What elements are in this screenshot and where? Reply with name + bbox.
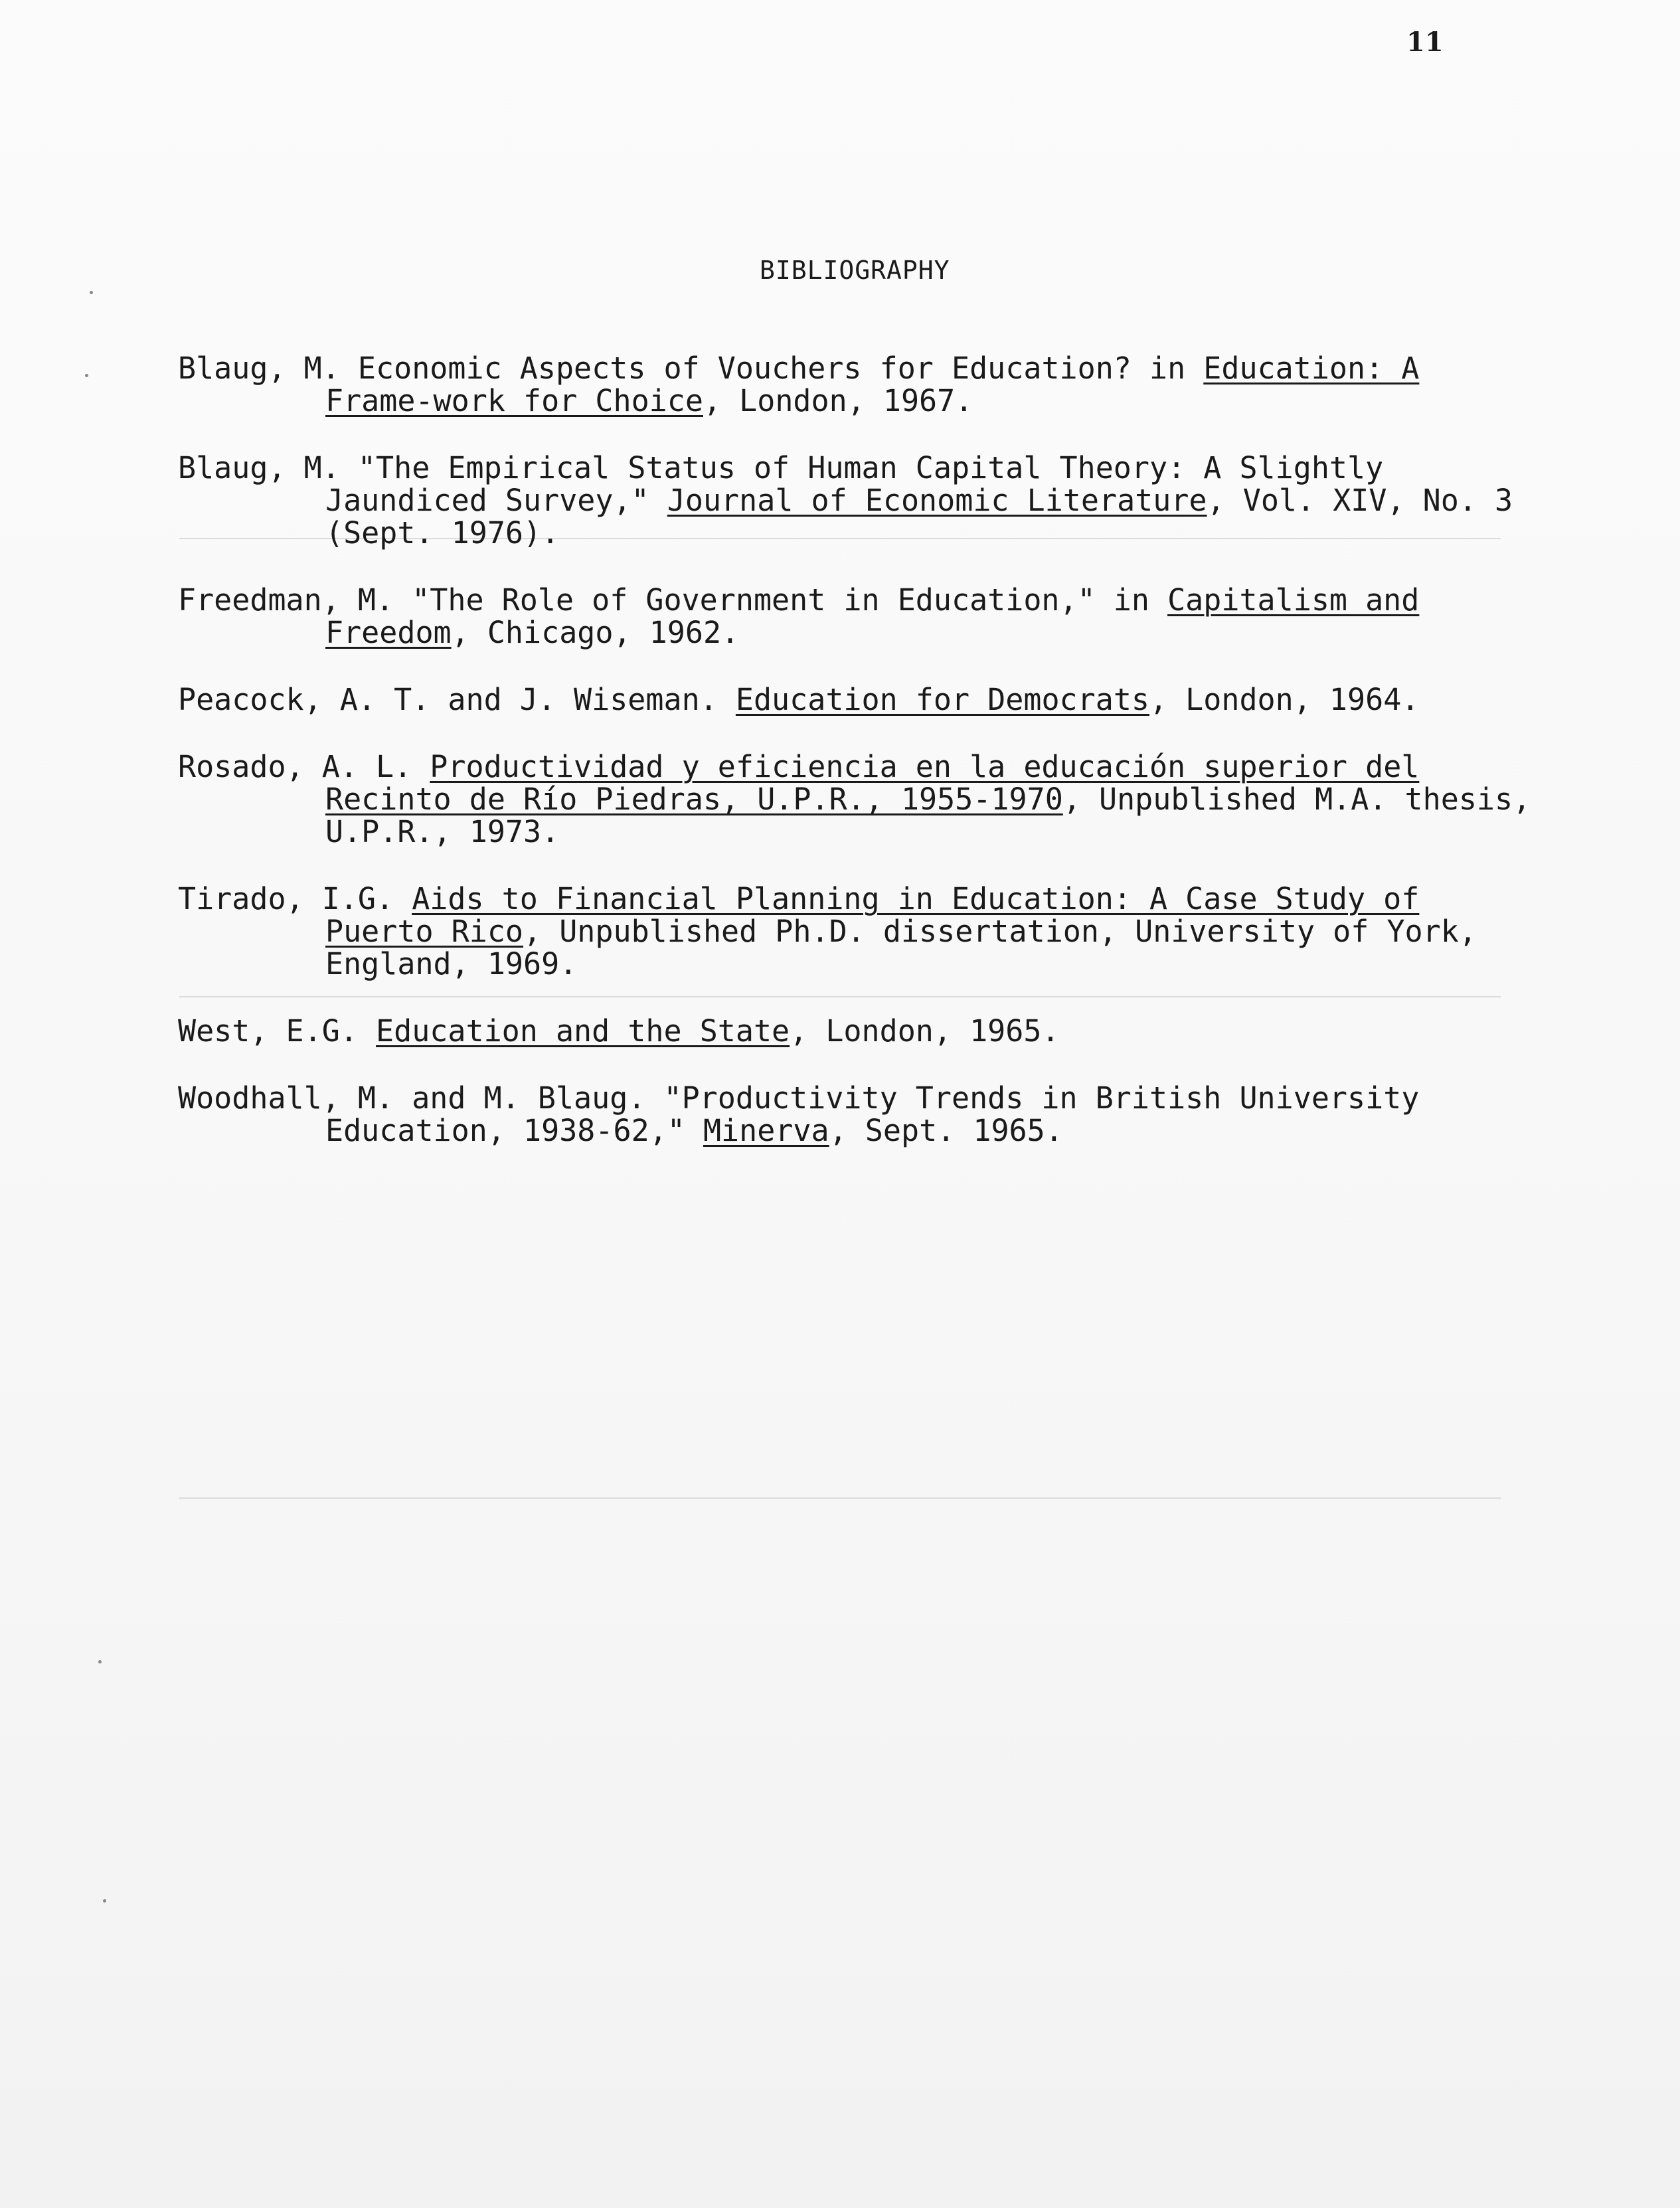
bibliography-entry: [178, 452, 1539, 549]
entry-text: "The Role of Government in Education," in: [394, 582, 1168, 618]
entry-author: Peacock, A. T. and J. Wiseman.: [178, 682, 718, 717]
bibliography-list: [178, 352, 1539, 1181]
bibliography-entry: [178, 683, 1539, 716]
entry-details: , London, 1964.: [1149, 682, 1420, 717]
entry-details: , Unpublished Ph.D. dissertation, University of York, England, 1969.: [325, 914, 1477, 981]
entry-author: Woodhall, M. and M. Blaug.: [178, 1080, 646, 1116]
entry-title: Aids to Financial Planning in Education: A Case Study of Puerto Rico: [325, 881, 1420, 949]
entry-text: [718, 682, 736, 717]
entry-author: West, E.G.: [178, 1013, 358, 1049]
entry-author: Blaug, M.: [178, 450, 340, 485]
bibliography-entry: [178, 1082, 1539, 1147]
scan-speck: [103, 1899, 106, 1903]
entry-title: Capitalism and Freedom: [325, 582, 1420, 650]
entry-text: "Productivity Trends in British University Education, 1938-62,": [325, 1080, 1420, 1148]
bibliography-entry: [178, 883, 1539, 980]
entry-title: Minerva: [703, 1113, 829, 1148]
entry-text: [394, 881, 412, 916]
bibliography-entry: [178, 352, 1539, 417]
entry-author: Blaug, M.: [178, 351, 340, 386]
entry-details: , London, 1965.: [790, 1013, 1060, 1049]
entry-author: Freedman, M.: [178, 582, 394, 618]
bibliography-entry: [178, 584, 1539, 649]
entry-text: [358, 1013, 376, 1049]
bleed-through-rule: [179, 1497, 1501, 1499]
bibliography-entry: [178, 1015, 1539, 1047]
page-number: 11: [1406, 27, 1444, 58]
entry-details: , London, 1967.: [703, 383, 973, 418]
scan-speck: [85, 374, 88, 377]
scan-speck: [98, 1660, 102, 1663]
entry-text: Economic Aspects of Vouchers for Education? in: [339, 351, 1204, 386]
entry-title: Education for Democrats: [735, 682, 1149, 717]
entry-title: Productividad y eficiencia en la educación superior del Recinto de Río Piedras, U.P.R., 1955-1970: [325, 749, 1420, 817]
entry-author: Tirado, I.G.: [178, 881, 394, 916]
entry-details: , Vol. XIV, No. 3 (Sept. 1976).: [325, 483, 1513, 551]
entry-details: , Unpublished M.A. thesis, U.P.R., 1973.: [325, 782, 1531, 849]
scan-speck: [90, 291, 93, 294]
entry-title: Education and the State: [376, 1013, 790, 1049]
entry-text: "The Empirical Status of Human Capital Theory: A Slightly Jaundiced Survey,": [325, 450, 1384, 518]
bibliography-heading: BIBLIOGRAPHY: [760, 256, 950, 285]
entry-details: , Sept. 1965.: [829, 1113, 1063, 1148]
entry-title: Education: A Frame-work for Choice: [325, 351, 1420, 418]
bibliography-entry: [178, 750, 1539, 848]
entry-author: Rosado, A. L.: [178, 749, 412, 784]
entry-text: [412, 749, 430, 784]
entry-title: Journal of Economic Literature: [667, 483, 1207, 518]
entry-details: , Chicago, 1962.: [451, 615, 740, 650]
